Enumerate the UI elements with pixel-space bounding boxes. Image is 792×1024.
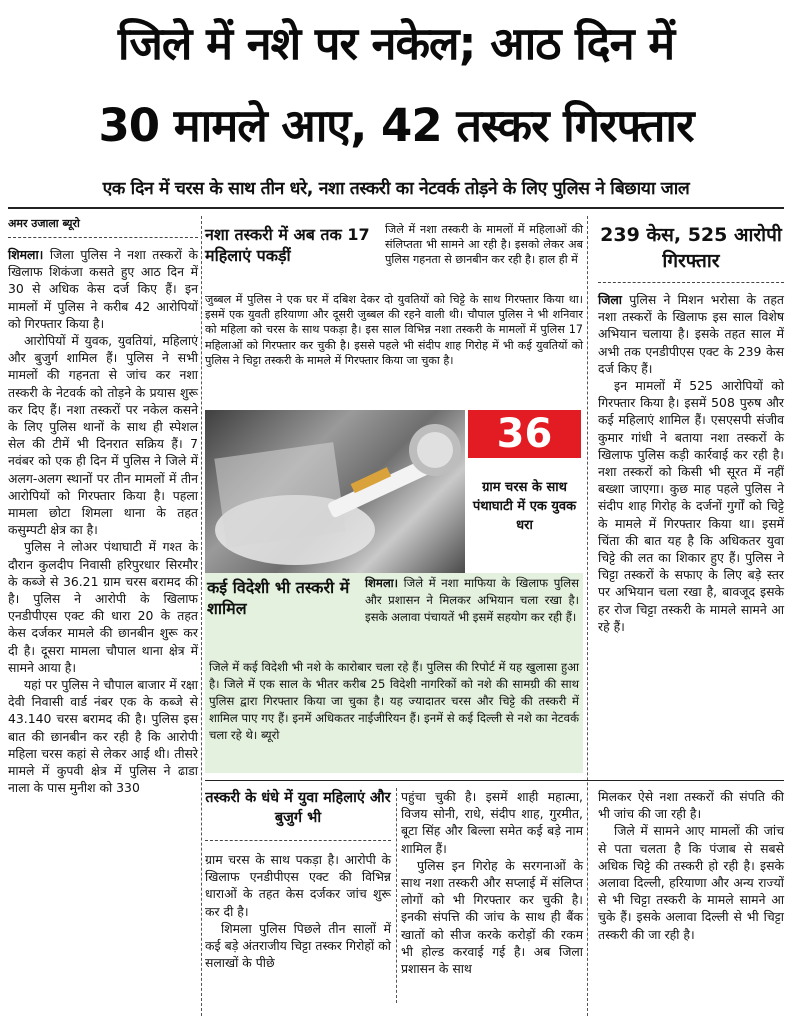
women-box-title: नशा तस्करी में अब तक 17 महिलाएं पकड़ीं <box>205 225 370 265</box>
right-column-title: 239 केस, 525 आरोपी गिरफ्तार <box>600 224 782 272</box>
column-right <box>598 222 784 635</box>
article-body-bottom-mid <box>401 788 583 977</box>
column-divider <box>587 216 588 1016</box>
article-body-bottom <box>205 851 391 971</box>
paragraph: पुलिस ने लोअर पंथाघाटी में गश्त के दौरान कुलदीप निवासी हरिपुरधार सिरमौर के कब्जे से 36.21 ग्राम चरस बरामद की है। पुलिस ने आरोपी के खिलाफ एनडीपीएस एक्ट की धारा 20 के तहत केस दर्जकर मामले की छानबीन शुरू कर दी है। दूसरा मामला चौपाल थाना क्षेत्र में सामने आया है। <box>8 539 198 675</box>
article-body-bottom-right <box>598 788 784 943</box>
subheadline: एक दिन में चरस के साथ तीन धरे, नशा तस्करी का नेटवर्क तोड़ने के लिए पुलिस ने बिछाया जाल <box>102 179 690 199</box>
paragraph: शिमला पुलिस पिछले तीन सालों में कई बड़े अंतराजीय चिट्टा तस्कर गिरोहों को सलाखों के पीछे <box>205 920 391 971</box>
foreign-box <box>205 573 583 773</box>
women-box-intro: जिले में नशा तस्करी के मामलों में महिलाओं की संलिप्तता भी सामने आ रही है। इसको लेकर अब पुलिस गहनता से छानबीन कर रही है। हाल ही में <box>385 223 583 267</box>
foreign-box-body: जिले में कई विदेशी भी नशे के कारोबार चला रहे हैं। पुलिस की रिपोर्ट में यह खुलासा हुआ है। जिले में एक साल के भीतर करीब 25 विदेशी नागरिकों को नशे की सामग्री की साथ पुलिस द्वारा गिरफ्तार किया जा चुका है। यह ज्यादातर चरस और चिट्टे की तस्करी में शामिल पाए गए हैं। इनमें अधिकतर नाईजीरियन हैं। इनमें से कई दिल्ली से नशे का नेटवर्क चला रहे थे। ब्यूरो <box>209 660 579 742</box>
middle-rule <box>205 780 784 781</box>
headline-line-1: जिले में नशे पर नकेल; आठ दिन में <box>117 17 675 70</box>
paragraph: पुलिस इन गिरोह के सरगनाओं के साथ नशा तस्करी और सप्लाई में संलिप्त लोगों को भी गिरफ्तार कर चुकी है। इनकी संपत्ति की जांच के साथ ही बैंक खातों को सीज करके करोड़ों की रकम भी होल्ड करवाई गई है। अब जिला प्रशासन के साथ <box>401 857 583 977</box>
byline: अमर उजाला ब्यूरो <box>8 217 80 230</box>
women-box-body: जुब्बल में पुलिस ने एक घर में दबिश देकर दो युवतियों को चिट्टे के साथ गिरफ्तार किया था। इसमें एक युवती हरियाणा और दूसरी जुब्बल की रहने वाली थी। चौपाल पुलिस ने भी शनिवार को महिला को चरस के साथ पकड़ा है। इस साल विभिन्न नशा तस्करी के मामलों में पुलिस 17 महिलाओं को गिरफ्तार कर चुकी है। इससे पहले भी संदीप शाह गिरोह में भी कई युवतियों को पुलिस ने चिट्टा तस्करी के मामले में गिरफ्तार किया जा चुका है। <box>205 293 583 367</box>
paragraph: मिलकर ऐसे नशा तस्करों की संपति की भी जांच की जा रही है। <box>598 789 784 822</box>
foreign-box-intro <box>365 575 579 626</box>
paragraph: यहां पर पुलिस ने चौपाल बाजार में रक्षा देवी निवासी वार्ड नंबर एक के कब्जे से 43.140 चरस बरामद की है। पुलिस इस बात की छानबीन कर रही है कि आरोपी महिला चरस कहां से लेकर आई थी। तीसरे मामले में कुपवी क्षेत्र में पुलिस ने ढाडा नाला के पास मुनीश को 330 <box>8 677 198 796</box>
right-title-divider <box>598 282 784 283</box>
foreign-box-title: कई विदेशी भी तस्करी में शामिल <box>207 578 350 618</box>
byline-divider <box>8 237 198 238</box>
bottom-box <box>205 788 391 971</box>
women-box <box>205 222 583 407</box>
foreign-intro-text: जिले में नशा माफिया के खिलाफ पुलिस और प्रशासन ने मिलकर अभियान चला रखा है। इसके अलावा पंचायतें भी इसमें सहयोग कर रही हैं। <box>365 576 579 624</box>
headline-line-2: 30 मामले आए, 42 तस्कर गिरफ्तार <box>98 99 694 152</box>
paragraph: पुलिस ने मिशन भरोसा के तहत नशा तस्करों के खिलाफ इस साल विशेष अभियान चलाया है। इसके तहत साल में अभी तक एनडीपीएस एक्ट के 239 केस दर्ज किए हैं। <box>598 292 784 376</box>
lead-word: जिला <box>598 292 623 307</box>
paragraph: पहुंचा चुकी है। इसमें शाही महात्मा, विजय सोनी, राधे, संदीप शाह, गुरमीत, बूटा सिंह और बिल्ला समेत कई बड़े नाम शामिल हैं। <box>401 789 583 856</box>
paragraph: जिले में सामने आए मामलों की जांच से पता चलता है कि पंजाब से सबसे अधिक चिट्टे की तस्करी हो रही है। इसके अलावा दिल्ली, हरियाणा और अन्य राज्यों से भी चिट्टा तस्करी के मामले सामने आ चुके हैं। इसके अलावा दिल्ली से भी चिट्टा तस्करी की जा रही है। <box>598 823 784 942</box>
column-left <box>8 216 198 797</box>
dateline: शिमला। <box>365 576 399 590</box>
paragraph: आरोपियों में युवक, युवतियां, महिलाएं और बुजुर्ग शामिल हैं। पुलिस ने सभी मामलों की गहनता से जांच कर नशा तस्करी के नेटवर्क को तोड़ने के प्रयास शुरू कर दिए हैं। नशा तस्करों पर नकेल कसने के लिए पुलिस थानों के साथ ही स्पेशल सेल की टीमें भी दिनरात सक्रिय हैं। 7 नवंबर को एक ही दिन में पुलिस ने जिले में अलग-अलग स्थानों पर तीन मामलों में तीन आरोपियों को गिरफ्तार किया है। पहला मामला छोटा शिमला थाना के तहत कसुम्पटी क्षेत्र का है। <box>8 333 198 538</box>
bottom-box-title: तस्करी के धंधे में युवा महिलाएं और बुजुर्ग भी <box>205 790 391 826</box>
paragraph: जिला पुलिस ने नशा तस्करों के खिलाफ शिकंजा कसते हुए आठ दिन में 30 से अधिक केस दर्ज किए हैं। इन मामलों में पुलिस ने करीब 42 आरोपियों को गिरफ्तार किया है। <box>8 247 198 331</box>
column-divider <box>201 216 202 1016</box>
stat-number-badge: 36 <box>468 410 581 458</box>
dateline: शिमला। <box>8 247 44 262</box>
top-rule <box>8 207 784 209</box>
bottom-title-divider <box>205 840 391 841</box>
column-divider <box>396 788 397 1003</box>
drugs-photo <box>205 410 465 573</box>
paragraph: इन मामलों में 525 आरोपियों को गिरफ्तार किया है। इसमें 508 पुरुष और कई महिलाएं शामिल हैं। एसएसपी संजीव कुमार गांधी ने बताया नशा तस्करों के खिलाफ पुलिस कड़ी कार्रवाई कर रही है। नशा तस्करों को किसी भी सूरत में नहीं बख्शा जाएगा। कुछ माह पहले पुलिस ने संदीप शाह गिरोह के दर्जनों गुर्गों को चिट्टे के मामले में गिरफ्तार किया था। इसमें चिंता की बात यह है कि अधिकतर युवा चिट्टे की लत का शिकार हुए हैं। पुलिस ने चिट्टा तस्करों के सफाए के लिए बड़े स्तर पर अभियान चला रखा है, बावजूद इसके हर रोज चिट्टा तस्करी के मामले सामने आ रहे हैं। <box>598 378 784 634</box>
article-body-right <box>598 291 784 635</box>
stat-caption: ग्राम चरस के साथ पंथाघाटी में एक युवक धरा <box>472 480 577 533</box>
paragraph: ग्राम चरस के साथ पकड़ा है। आरोपी के खिलाफ एनडीपीएस एक्ट की विभिन्न धाराओं के तहत केस दर्जकर जांच शुरू कर दी है। <box>205 852 391 919</box>
syringe-image <box>205 410 465 573</box>
article-body-left <box>8 246 198 797</box>
